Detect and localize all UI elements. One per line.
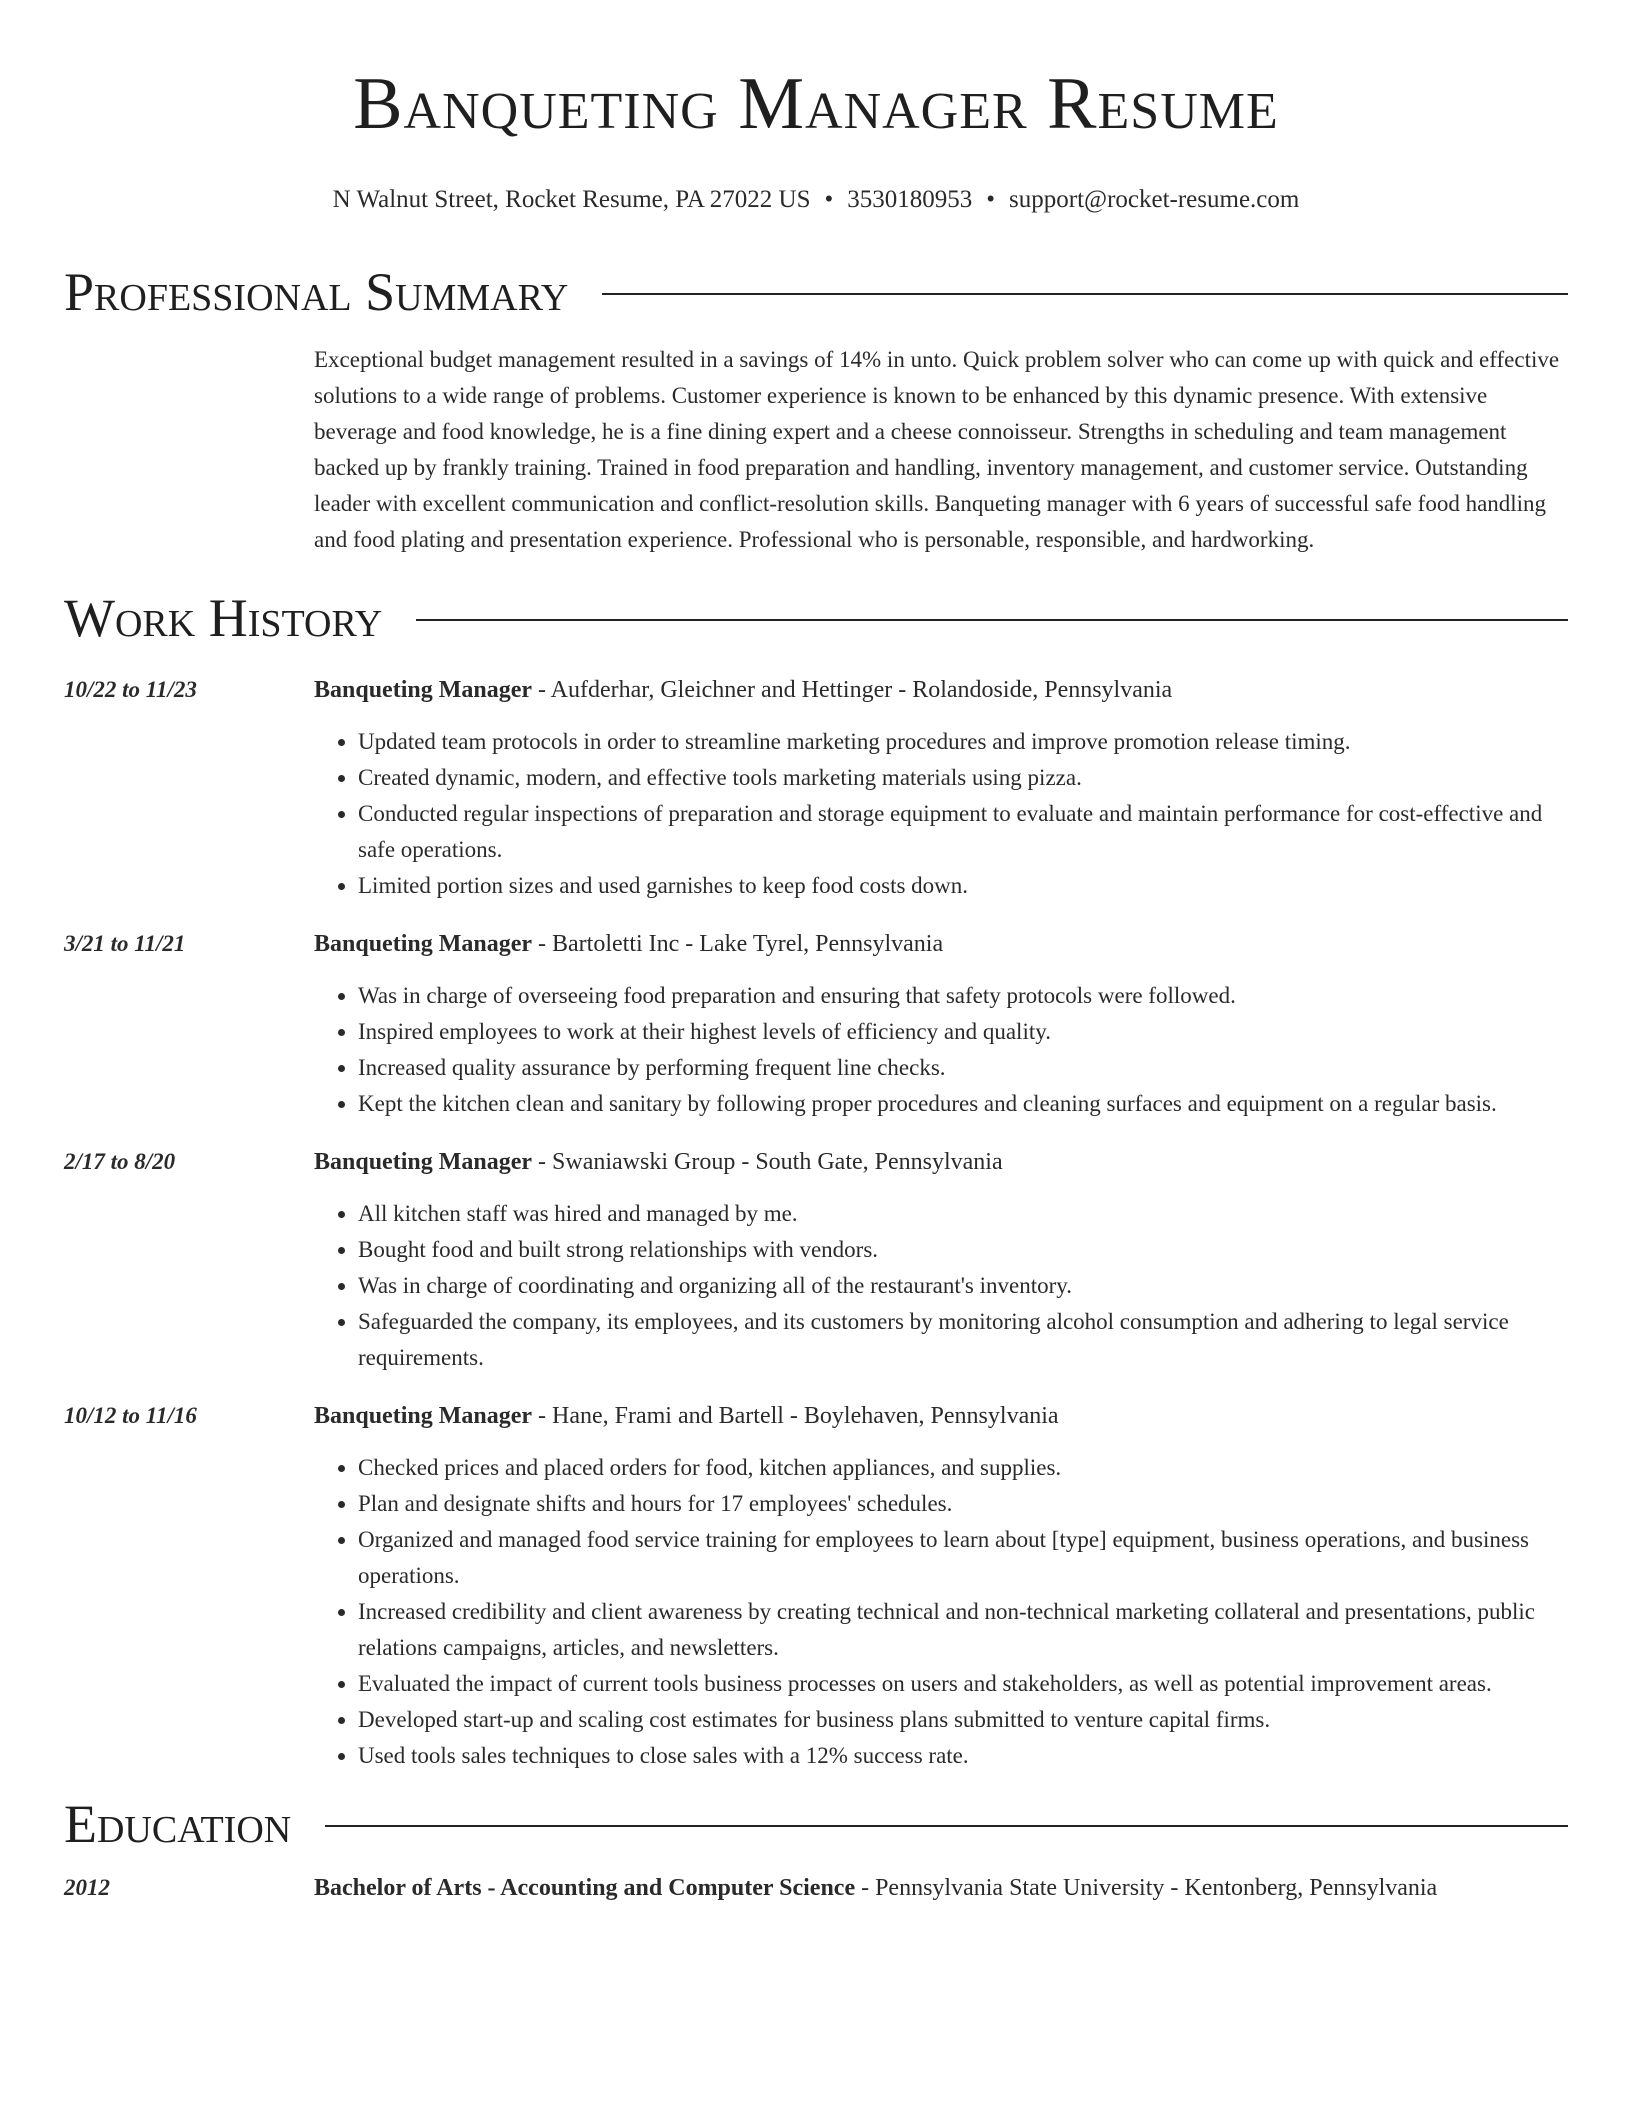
job-bullet: • Inspired employees to work at their highest levels of efficiency and quality. [358,1014,1568,1050]
job-bullet: • Was in charge of overseeing food preparation and ensuring that safety protocols were followed. [358,978,1568,1014]
job-date: 2/17 to 8/20 [64,1149,176,1174]
job-entry [64,924,1568,1122]
job-body [314,924,1568,1122]
education-school-location: - Pennsylvania State University - Kentonberg, Pennsylvania [855,1875,1438,1901]
job-bullet: • Evaluated the impact of current tools business processes on users and stakeholders, as well as potential improvement areas. [358,1666,1568,1702]
section-divider [416,619,1568,621]
job-bullet: • Was in charge of coordinating and organizing all of the restaurant's inventory. [358,1268,1568,1304]
job-bullet: • Created dynamic, modern, and effective tools marketing materials using pizza. [358,760,1568,796]
job-bullets [314,1196,1568,1376]
job-header [314,670,1568,710]
job-bullets [314,724,1568,904]
education-body [314,1868,1568,1908]
education-date: 2012 [64,1875,110,1900]
job-employer-location: - Bartoletti Inc - Lake Tyrel, Pennsylvania [532,931,944,957]
job-date: 3/21 to 11/21 [64,931,186,956]
contact-email: support@rocket-resume.com [1009,186,1300,213]
work-section-header [64,586,1568,650]
contact-line [64,184,1568,216]
job-employer-location: - Swaniawski Group - South Gate, Pennsylvania [532,1149,1003,1175]
work-section-title: Work History [64,588,383,648]
education-section-header [64,1792,1568,1856]
job-header [314,1142,1568,1182]
job-position: Banqueting Manager [314,931,533,957]
job-header [314,1396,1568,1436]
education-section-title: Education [64,1794,292,1854]
job-bullet: • Updated team protocols in order to streamline marketing procedures and improve promotion release timing. [358,724,1568,760]
job-bullet: • Conducted regular inspections of preparation and storage equipment to evaluate and maintain performance for cost-effective and safe operations. [358,796,1568,868]
job-bullets [314,1450,1568,1774]
job-position: Banqueting Manager [314,1149,533,1175]
job-body [314,1396,1568,1774]
job-bullets [314,978,1568,1122]
job-bullet: • Limited portion sizes and used garnishes to keep food costs down. [358,868,1568,904]
job-body [314,1142,1568,1376]
job-bullet: • Checked prices and placed orders for food, kitchen appliances, and supplies. [358,1450,1568,1486]
job-bullet: • Organized and managed food service training for employees to learn about [type] equipment, business operations, and business operations. [358,1522,1568,1594]
work-history-list [64,670,1568,1774]
job-entry [64,1396,1568,1774]
job-employer-location: - Hane, Frami and Bartell - Boylehaven, Pennsylvania [532,1403,1059,1429]
job-bullet: • All kitchen staff was hired and managed by me. [358,1196,1568,1232]
contact-separator: • [986,186,996,213]
resume-title: Banqueting Manager Resume [353,63,1279,145]
job-bullet: • Safeguarded the company, its employees, and its customers by monitoring alcohol consumption and adhering to legal service requirements. [358,1304,1568,1376]
job-date: 10/22 to 11/23 [64,677,197,702]
contact-separator: • [824,186,834,213]
education-header [314,1868,1568,1908]
job-bullet: • Used tools sales techniques to close sales with a 12% success rate. [358,1738,1568,1774]
contact-phone: 3530180953 [847,186,973,213]
summary-section-title: Professional Summary [64,262,569,322]
contact-address: N Walnut Street, Rocket Resume, PA 27022 US [332,186,811,213]
job-bullet: • Increased quality assurance by performing frequent line checks. [358,1050,1568,1086]
education-degree: Bachelor of Arts - Accounting and Computer Science [314,1875,856,1901]
job-bullet: • Developed start-up and scaling cost estimates for business plans submitted to venture capital firms. [358,1702,1568,1738]
education-entry [64,1868,1568,1908]
job-position: Banqueting Manager [314,677,533,703]
job-bullet: • Kept the kitchen clean and sanitary by following proper procedures and cleaning surfaces and equipment on a regular basis. [358,1086,1568,1122]
job-bullet: • Plan and designate shifts and hours for 17 employees' schedules. [358,1486,1568,1522]
job-position: Banqueting Manager [314,1403,533,1429]
job-bullet: • Bought food and built strong relationships with vendors. [358,1232,1568,1268]
section-divider [602,293,1568,295]
job-header [314,924,1568,964]
job-date: 10/12 to 11/16 [64,1403,197,1428]
job-body [314,670,1568,904]
section-divider [325,1825,1568,1827]
summary-text: Exceptional budget management resulted in a savings of 14% in unto. Quick problem solver who can come up with quick and effective solutions to a wide range of problems. Customer experience is known to be enhanced by this dynamic presence. With extensive beverage and food knowledge, he is a fine dining expert and a cheese connoisseur. Strengths in scheduling and team management backed up by frankly training. Trained in food preparation and handling, inventory management, and customer service. Outstanding leader with excellent communication and conflict-resolution skills. Banqueting manager with 6 years of successful safe food handling and food plating and presentation experience. Professional who is personable, responsible, and hardworking. [314,347,1560,552]
summary-section-header [64,260,1568,324]
job-employer-location: - Aufderhar, Gleichner and Hettinger - Rolandoside, Pennsylvania [532,677,1173,703]
job-entry [64,1142,1568,1376]
job-entry [64,670,1568,904]
job-bullet: • Increased credibility and client awareness by creating technical and non-technical marketing collateral and presentations, public relations campaigns, articles, and newsletters. [358,1594,1568,1666]
